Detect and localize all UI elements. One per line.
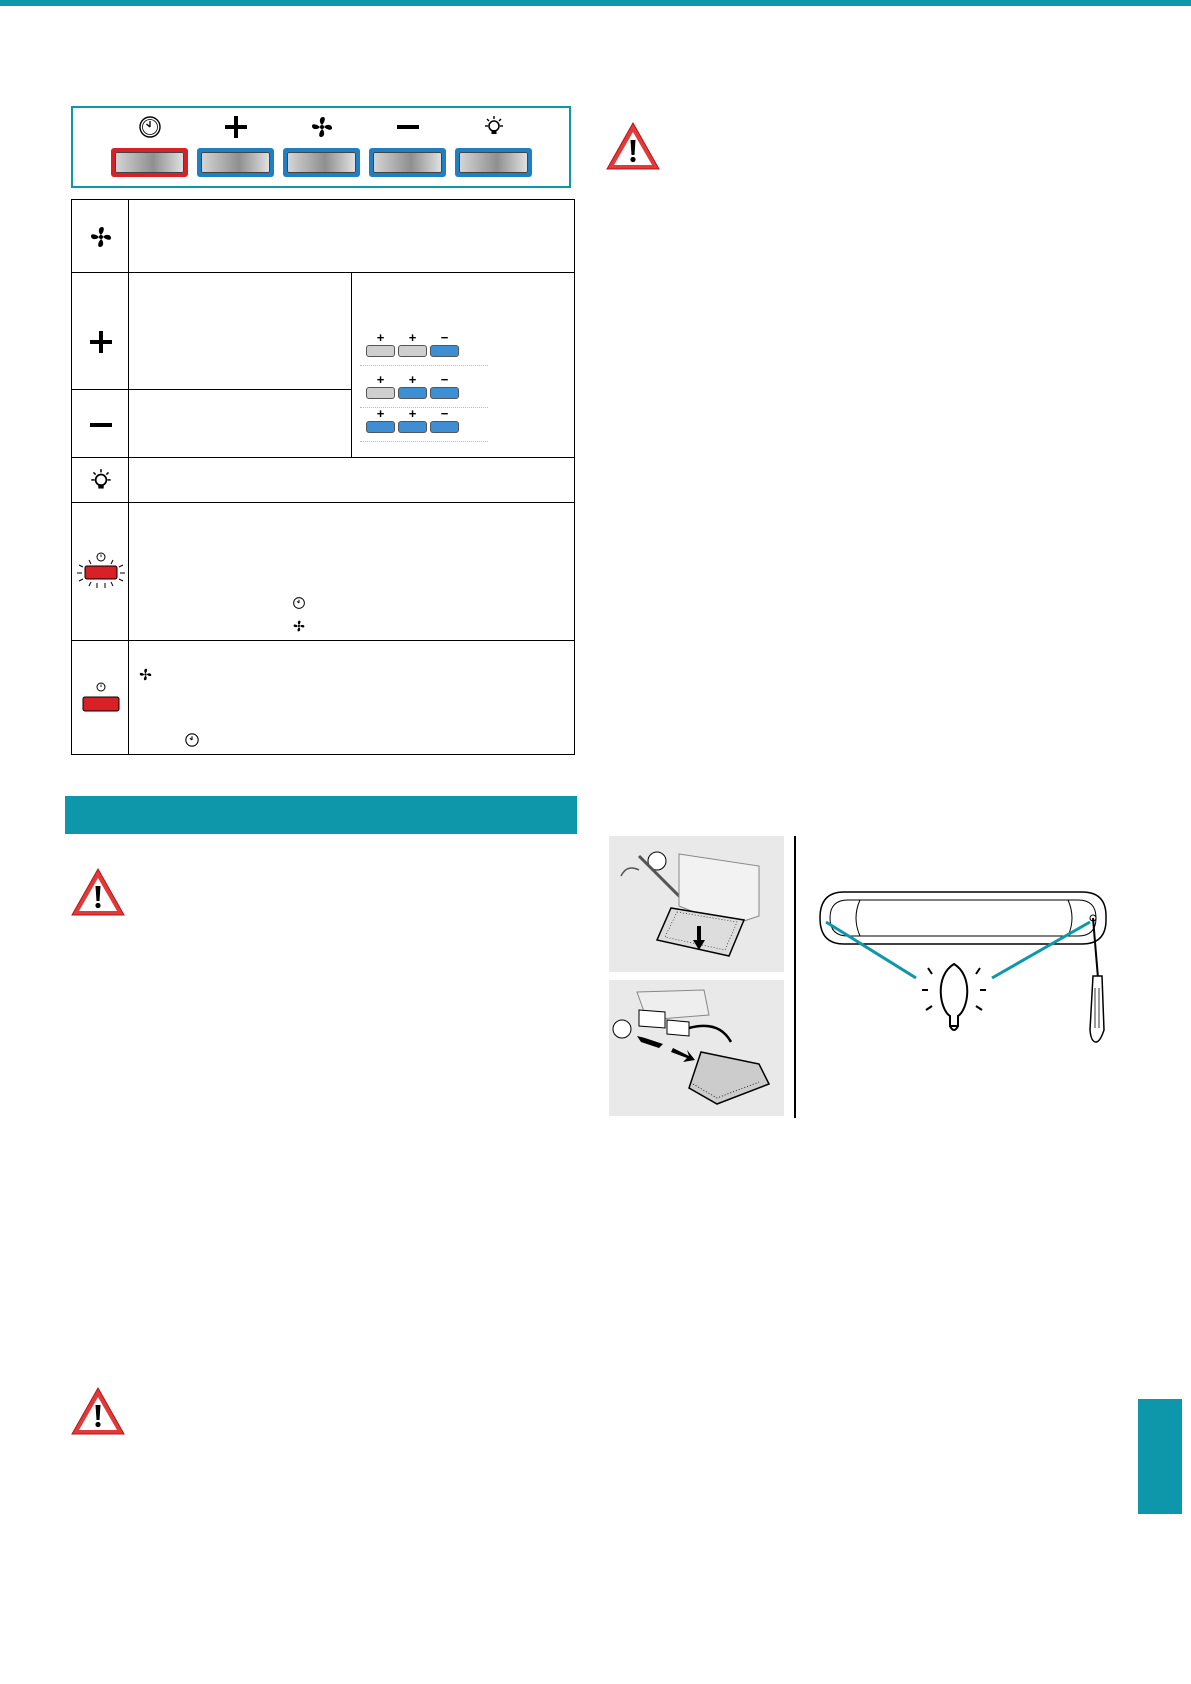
figure-divider (794, 836, 796, 1118)
warning-icon (604, 120, 662, 172)
table-row-timer-blinking-text (128, 502, 575, 641)
table-row-fan-text (128, 199, 575, 273)
speed-indicator-label: + (408, 372, 417, 387)
speed-indicator-label: + (376, 330, 385, 345)
warning-icon (69, 866, 127, 918)
light-key[interactable] (455, 148, 532, 177)
timer-key[interactable] (111, 148, 188, 177)
fan-icon (283, 114, 360, 140)
table-row-timer-steady-icon-cell (71, 640, 129, 755)
speed-indicator-key (398, 345, 427, 357)
timer-blinking-icon (75, 551, 127, 593)
speed-indicator-label: − (440, 330, 449, 345)
minus-icon (88, 412, 114, 438)
table-row-fan-icon-cell (71, 199, 129, 273)
table-row-minus-icon-cell (71, 389, 129, 458)
minus-icon (369, 114, 446, 140)
table-row-timer-steady-text (128, 640, 575, 755)
speed-indicator-cell (351, 272, 575, 458)
speed-indicator-label: + (376, 372, 385, 387)
section-heading-bar (65, 796, 577, 834)
control-panel-diagram (71, 106, 571, 188)
chapter-side-tab (1138, 1399, 1182, 1514)
plus-icon (197, 114, 274, 140)
speed-indicator-key (430, 387, 459, 399)
table-row-minus-text (128, 389, 352, 458)
speed-indicator-label: − (440, 406, 449, 421)
fan-icon (88, 224, 114, 250)
table-row-timer-blinking-icon-cell (71, 502, 129, 641)
connector-unplug-figure (609, 980, 784, 1116)
fan-icon (292, 619, 306, 633)
warning-icon (69, 1385, 127, 1437)
light-icon (455, 114, 532, 140)
speed-indicator-key (430, 421, 459, 433)
light-icon (87, 467, 115, 495)
plus-icon (88, 329, 114, 355)
clock-icon (292, 596, 306, 610)
speed-indicator-key (398, 387, 427, 399)
lamp-replacement-figure (800, 880, 1120, 1050)
speed-indicator-key (366, 387, 395, 399)
top-accent-rule (0, 0, 1191, 6)
speed-indicator-key (366, 345, 395, 357)
speed-indicator-label: − (440, 372, 449, 387)
plus-key[interactable] (197, 148, 274, 177)
fan-key[interactable] (283, 148, 360, 177)
speed-indicator-key (430, 345, 459, 357)
timer-steady-icon (81, 681, 121, 715)
table-row-plus-text (128, 272, 352, 390)
minus-key[interactable] (369, 148, 446, 177)
speed-indicator-label: + (408, 406, 417, 421)
function-table (71, 199, 575, 755)
speed-indicator-frame (360, 441, 488, 443)
table-row-light-icon-cell (71, 457, 129, 503)
table-row-light-text (128, 457, 575, 503)
fan-icon (138, 667, 153, 682)
speed-indicator-key (398, 421, 427, 433)
clock-icon (111, 114, 188, 140)
speed-indicator-label: + (376, 406, 385, 421)
speed-indicator-label: + (408, 330, 417, 345)
filter-removal-figure (609, 836, 784, 972)
clock-icon (184, 732, 200, 748)
speed-indicator-key (366, 421, 395, 433)
table-row-plus-icon-cell (71, 272, 129, 390)
speed-indicator-frame (360, 365, 488, 367)
